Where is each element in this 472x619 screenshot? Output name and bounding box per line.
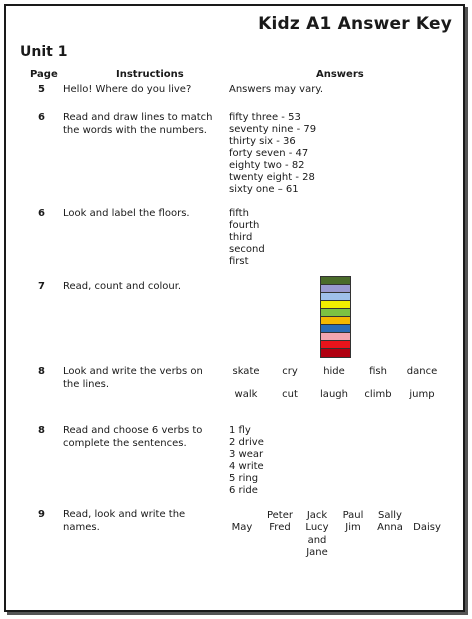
floor-colour-band [321, 309, 350, 317]
answer-line: first [229, 256, 249, 267]
name-answer: Paul [342, 510, 364, 521]
answer-line: thirty six - 36 [229, 136, 296, 147]
floor-colour-band [321, 285, 350, 293]
row-answers [229, 84, 323, 96]
verb-answer: dance [406, 366, 438, 377]
verb-answer: cut [282, 389, 298, 400]
floor-colour-band [321, 325, 350, 333]
answer-line: 5 ring [229, 473, 259, 484]
answer-line: sixty one – 61 [229, 184, 299, 195]
row-page-number: 6 [38, 208, 45, 219]
verb-answer: laugh [320, 389, 348, 400]
document-title: Kidz A1 Answer Key [258, 14, 452, 34]
row-instruction: Read, count and colour. [63, 281, 182, 292]
row-answers [229, 208, 265, 268]
answer-line: 4 write [229, 461, 264, 472]
row-page-number: 8 [38, 425, 45, 436]
unit-heading: Unit 1 [20, 44, 68, 60]
answer-line: second [229, 244, 265, 255]
row-answers [229, 112, 316, 196]
floor-colour-band [321, 301, 350, 309]
name-answer: Daisy [413, 522, 441, 533]
row-instruction: Read and choose 6 verbs to complete the sentences. [63, 425, 203, 449]
name-answer: May [231, 522, 253, 533]
header-answers: Answers [316, 69, 364, 80]
row-page-number: 8 [38, 366, 45, 377]
verb-answer: climb [364, 389, 392, 400]
row-page-number: 7 [38, 281, 45, 292]
answer-line: 1 fly [229, 425, 251, 436]
answer-line: twenty eight - 28 [229, 172, 315, 183]
verb-answer: jump [409, 389, 435, 400]
name-answer: Fred [269, 522, 291, 533]
row-page-number: 6 [38, 112, 45, 123]
row-page-number: 9 [38, 509, 45, 520]
row-instruction: Look and label the floors. [63, 208, 190, 219]
verb-answer: fish [369, 366, 387, 377]
verb-answer: hide [323, 366, 345, 377]
floor-colour-band [321, 341, 350, 349]
answer-line: fourth [229, 220, 260, 231]
row-page-number: 5 [38, 84, 45, 95]
answer-line: 6 ride [229, 485, 258, 496]
row-instruction: Read and draw lines to match the words with the numbers. [63, 112, 213, 136]
name-answer: Jack [306, 510, 328, 521]
row-answers [229, 425, 264, 497]
row-instruction: Hello! Where do you live? [63, 84, 192, 95]
name-answer: Peter [266, 510, 293, 521]
floor-colour-band [321, 349, 350, 357]
name-answer: Lucy and Jane [305, 522, 329, 558]
verb-answer: skate [232, 366, 260, 377]
floor-colour-band [321, 333, 350, 341]
answer-line: third [229, 232, 253, 243]
header-page: Page [30, 69, 58, 80]
verb-answer: walk [234, 389, 258, 400]
row-instruction: Look and write the verbs on the lines. [63, 366, 203, 390]
answer-line: 3 wear [229, 449, 264, 460]
row-instruction: Read, look and write the names. [63, 509, 186, 533]
header-instructions: Instructions [116, 69, 184, 80]
coloured-floor-stack [320, 276, 351, 358]
name-answer: Jim [345, 522, 361, 533]
name-answer: Anna [377, 522, 403, 533]
answer-line: Answers may vary. [229, 84, 324, 95]
verb-answer: cry [282, 366, 298, 377]
floor-colour-band [321, 277, 350, 285]
answer-line: fifty three - 53 [229, 112, 301, 123]
floor-colour-band [321, 317, 350, 325]
name-answer: Sally [378, 510, 402, 521]
floor-colour-band [321, 293, 350, 301]
answer-line: 2 drive [229, 437, 264, 448]
answer-line: forty seven - 47 [229, 148, 309, 159]
answer-line: fifth [229, 208, 249, 219]
answer-line: seventy nine - 79 [229, 124, 317, 135]
answer-line: eighty two - 82 [229, 160, 305, 171]
